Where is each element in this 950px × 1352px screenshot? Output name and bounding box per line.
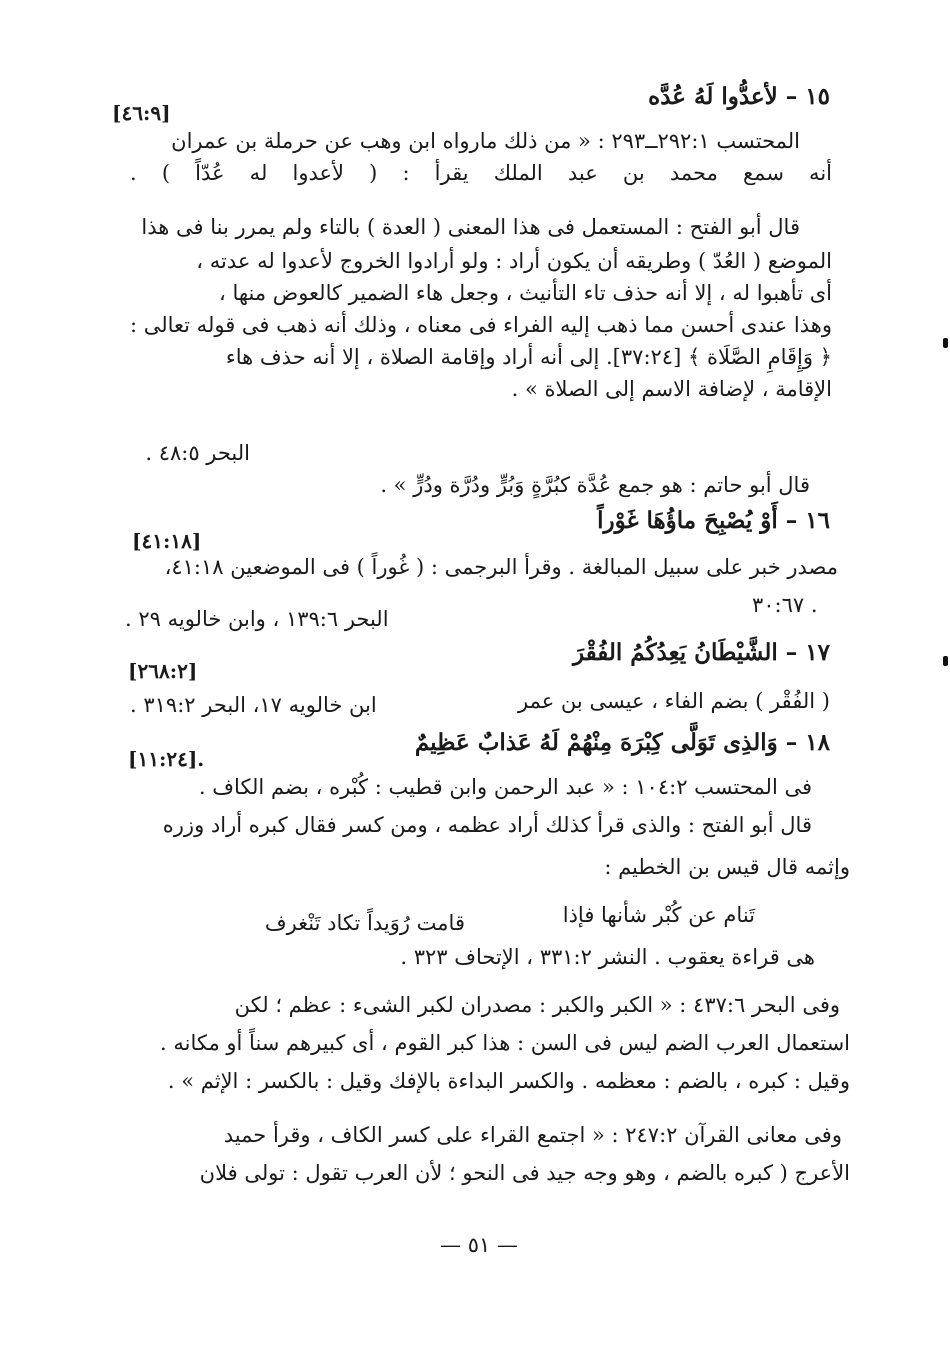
entry-15-line-5: الموضع ( العُدّ ) وطريقه أن يكون أراد : ولو أرادوا الخروج لأعدوا له عدته ، — [196, 249, 832, 273]
entry-16-line-1: مصدر خبر على سبيل المبالغة . وقرأ البرجمى : ( غُوراً ) فى الموضعين ٤١:١٨، — [164, 555, 838, 579]
entry-15-line-6: أى تأهبوا له ، إلا أنه حذف تاء التأنيث ، وجعل هاء الضمير كالعوض منها ، — [219, 281, 832, 305]
entry-18-after-2: وفى البحر ٤٣٧:٦ : « الكبر والكبر : مصدران لكبر الشىء : عظم ؛ لكن — [234, 993, 840, 1017]
entry-18-ref: [١١:٢٤]. — [128, 747, 205, 771]
entry-16-line-3: البحر ١٣٩:٦ ، وابن خالويه ٢٩ . — [125, 607, 389, 631]
entry-18-after-6: الأعرج ( كبره بالضم ، وهو وجه جيد فى النحو ؛ لأن العرب تقول : تولى فلان — [199, 1161, 850, 1185]
entry-15-line-10: قال أبو حاتم : هو جمع عُدَّة كبُرَّةٍ وَبُرٍّ ودُرَّة ودُرٍّ » . — [380, 473, 810, 497]
entry-18-after-4: وقيل : كبره ، بالضم : معظمه . والكسر البداءة بالإفك وقيل : بالكسر : الإثم » . — [167, 1069, 850, 1093]
entry-15-line-8: ﴿ وَإِقَامِ الصَّلَاة ﴾ [٣٧:٢٤]. إلى أنه أراد وإقامة الصلاة ، إلا أنه حذف هاء — [225, 345, 832, 369]
entry-18-line-1: فى المحتسب ١٠٤:٢ : « عبد الرحمن وابن قطيب : كُبْره ، بضم الكاف . — [198, 775, 812, 799]
entry-15-line-2: أنه سمع محمد بن عبد الملك يقرأ : ( لأعدوا له عُدّاً ) . — [130, 161, 832, 185]
page-number: — ٥١ — — [440, 1233, 518, 1257]
entry-15-line-7: وهذا عندى أحسن مما ذهب إليه الفراء فى معناه ، وذلك أنه ذهب فى قوله تعالى : — [129, 313, 832, 337]
entry-16-ref: [٤١:١٨] — [132, 529, 202, 553]
entry-18-after-1: هى قراءة يعقوب . النشر ٣٣١:٢ ، الإتحاف ٣٢٣ . — [400, 945, 815, 969]
entry-18-after-5: وفى معانى القرآن ٢٤٧:٢ : « اجتمع القراء على كسر الكاف ، وقرأ حميد — [223, 1123, 842, 1147]
entry-15-line-4: قال أبو الفتح : المستعمل فى هذا المعنى ( العدة ) بالتاء ولم يمرر بنا فى هذا — [141, 215, 800, 239]
entry-15-ref: [٤٦:٩] — [112, 101, 171, 125]
entry-17-heading: ١٧ – الشَّيْطَانُ يَعِدُكُمُ الفُقْرَ — [572, 639, 830, 666]
entry-18-after-3: استعمال العرب الضم ليس فى السن : هذا كبر القوم ، أى كبيرهم سناً أو مكانه . — [160, 1031, 850, 1055]
entry-17-line-1: ( الفُقْر ) بضم الفاء ، عيسى بن عمر — [518, 689, 830, 713]
entry-18-line-3: وإثمه قال قيس بن الخطيم : — [604, 855, 850, 879]
entry-15-source-note: البحر ٤٨:٥ . — [145, 441, 250, 465]
entry-18-heading: ١٨ – وَالذِى تَوَلَّى كِبْرَهَ مِنْهُمْ لَهُ عَذابٌ عَظِيمٌ — [414, 729, 830, 756]
entry-15-line-1: المحتسب ٢٩٢:١ــ٢٩٣ : « من ذلك مارواه ابن وهب عن حرملة بن عمران — [171, 129, 800, 153]
entry-18-line-2: قال أبو الفتح : والذى قرأ كذلك أراد عظمه ، ومن كسر فقال كبره أراد وزره — [162, 813, 812, 837]
scan-margin-mark — [943, 338, 948, 348]
verse-right-hemistich: تَنام عن كُبْر شأنها فإذا — [562, 903, 755, 927]
entry-15-line-9: الإقامة ، لإضافة الاسم إلى الصلاة » . — [511, 377, 832, 401]
scan-margin-mark — [943, 656, 948, 666]
entry-17-ref: [٢٦٨:٢] — [128, 659, 198, 683]
entry-16-line-2: ٣٠:٦٧ . — [752, 593, 818, 617]
entry-17-source-note: ابن خالويه ١٧، البحر ٣١٩:٢ . — [130, 693, 377, 717]
entry-16-heading: ١٦ – أَوْ يُصْبِحَ ماؤُهَا غَوْراً — [597, 507, 830, 534]
verse-left-hemistich: قامت رُوَيداً تكاد تَنْغرف — [264, 911, 465, 935]
entry-15-heading: ١٥ – لأعدُّوا لَهُ عُدَّه — [648, 83, 830, 110]
